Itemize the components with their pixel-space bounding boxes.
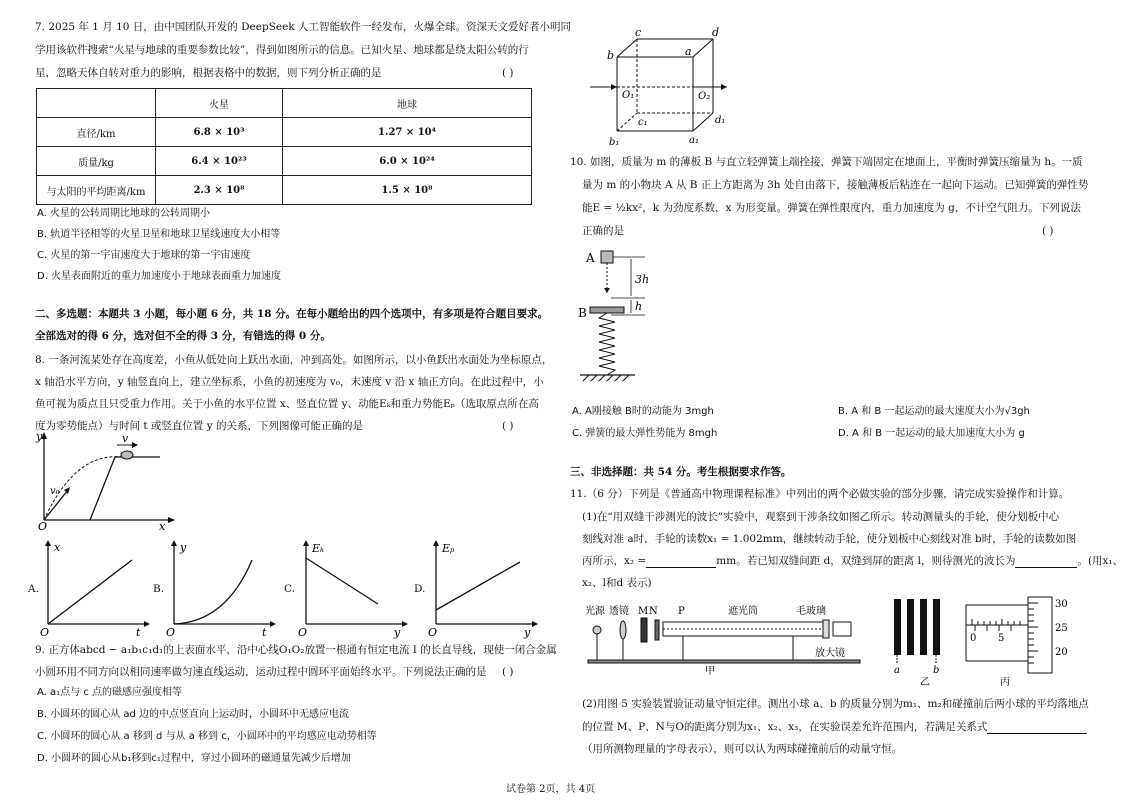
vertex-d: d	[712, 26, 720, 39]
section-2-line-1: 二、多选题：本题共 3 小题，每小题 6 分，共 18 分。在每小题给出的四个选项中，有多项是符合题目要求。	[35, 308, 549, 320]
answer-blank-x2[interactable]	[646, 556, 716, 568]
graph-c-x-label: y	[394, 626, 401, 639]
q9-option-c: C. 小圆环的圆心从 a 移到 d 与从 a 移到 c，小圆环中的平均感应电动势相等	[37, 731, 377, 742]
q10-line-2: 量为 m 的小物块 A 从 B 正上方距离为 3h 处自由落下，接触薄板后粘连在一起向下运动。已知弹簧的弹性势	[582, 179, 1089, 191]
table-cell: 6.8 × 10³	[156, 118, 283, 147]
label-a: A	[586, 251, 595, 265]
vertex-c: c	[635, 26, 642, 39]
graph-b	[166, 538, 278, 638]
velocity-label: v	[122, 432, 129, 445]
q8-line-3: 鱼可视为质点且只受重力作用。关于小鱼的水平位置 x、竖直位置 y、动能Eₖ和重力势能Eₚ（选取原点所在高	[35, 398, 539, 410]
q9-option-d: D. 小圆环的圆心从b₁移到c₁过程中，穿过小圆环的磁通量先减少后增加	[37, 753, 351, 764]
scale-25: 25	[1055, 623, 1068, 634]
center-o2: O₂	[698, 91, 711, 102]
spring-diagram	[575, 243, 675, 388]
label-b: B	[578, 306, 587, 320]
graph-a-x-label: t	[136, 626, 141, 639]
q11-p2-line-3: （用所测物理量的字母表示），则可以认为两球碰撞前后的动量守恒。	[582, 743, 903, 755]
center-o1: O₁	[622, 90, 635, 101]
vertex-b1: b₁	[609, 137, 620, 148]
graph-d-origin: O	[428, 626, 438, 639]
answer-blank-momentum[interactable]	[987, 722, 1087, 734]
answer-blank-wavelength[interactable]	[1015, 556, 1077, 568]
q11-p1-line-3b: mm。若已知双缝间距 d，双缝到屏的距离 l，则待测光的波长为	[716, 555, 1016, 567]
answer-bracket: ( )	[502, 420, 514, 432]
vertex-d1: d₁	[715, 115, 726, 126]
fringe-pattern	[890, 595, 960, 687]
cube-diagram	[585, 25, 735, 150]
graph-d-y-label: Eₚ	[442, 542, 455, 555]
plate-b	[590, 307, 624, 313]
graph-c-origin: O	[298, 626, 308, 639]
q9-option-a: A. a₁点与 c 点的磁感应强度相等	[37, 687, 183, 698]
option-c-label: C.	[284, 583, 295, 595]
origin-label: O	[38, 520, 48, 533]
scale-20: 20	[1055, 647, 1068, 658]
spring	[599, 313, 615, 375]
q10-line-4: 正确的是	[582, 225, 624, 237]
q7-line-2: 学用该软件搜索“火星与地球的重要参数比较”，得到如图所示的信息。已知火星、地球都是绕太阳公转的行	[35, 44, 529, 56]
fish-icon	[121, 451, 133, 459]
vertex-c1: c₁	[638, 117, 648, 128]
table-header-cell	[37, 89, 156, 118]
q11-p1-line-3c: 。(用x₁、	[1077, 555, 1123, 567]
table-header-cell: 火星	[156, 89, 283, 118]
initial-velocity-label: v₀	[50, 486, 60, 497]
q9-option-b: B. 小圆环的圆心从 ad 边的中点竖直向上运动时，小圆环中无感应电流	[37, 709, 350, 720]
section-3-heading: 三、非选择题：共 54 分。考生根据要求作答。	[570, 466, 792, 478]
axis-x-label: x	[159, 520, 166, 533]
q7-option-c: C. 火星的第一宇宙速度大于地球的第一宇宙速度	[37, 250, 251, 261]
caption-jia: 甲	[705, 666, 715, 677]
label-b-fringe: b	[933, 665, 940, 676]
q7-line-3: 星，忽略天体自转对重力的影响，根据表格中的数据，则下列分析正确的是	[35, 67, 382, 79]
q8-line-2: x 轴沿水平方向，y 轴竖直向上，建立坐标系，小鱼的初速度为 v₀，末速度 v 沿 x 轴正方向。在此过程中，小	[35, 376, 544, 388]
label-h: h	[635, 300, 643, 313]
caption-yi: 乙	[920, 677, 930, 688]
table-cell: 与太阳的平均距离/km	[37, 176, 156, 205]
eyepiece	[833, 622, 851, 636]
q10-option-d: D. A 和 B 一起运动的最大加速度大小为 g	[838, 428, 1025, 439]
q11-line-1: 11.（6 分）下列是《普通高中物理课程标准》中列出的两个必做实验的部分步骤，请完成实验操作和计算。	[570, 488, 1070, 500]
thimble	[1028, 597, 1052, 673]
q10-option-a: A. A刚接触 B时的动能为 3mgh	[572, 406, 714, 417]
mars-earth-table	[36, 88, 532, 205]
table-row	[37, 118, 532, 147]
option-a-label: A.	[28, 583, 39, 595]
light-source	[593, 626, 601, 634]
page-footer: 试卷第 2页，共 4页	[506, 784, 596, 795]
q11-p1-line-4: x₂、l和d 表示)	[582, 577, 652, 589]
scale-30: 30	[1055, 599, 1068, 610]
q11-p2-line-2	[582, 720, 1087, 734]
graph-d	[428, 538, 540, 638]
graph-c-y-label: Eₖ	[312, 542, 325, 555]
vertex-a: a	[685, 45, 692, 58]
option-d-label: D.	[414, 583, 426, 595]
table-cell: 直径/km	[37, 118, 156, 147]
table-cell: 质量/kg	[37, 147, 156, 176]
q11-p1-line-2: 刻线对准 a时，手轮的读数x₁ = 1.002mm，继续转动手轮，使分划板中心刻线对准 b时，手轮的读数如图	[582, 533, 1077, 545]
answer-bracket: ( )	[1042, 225, 1054, 237]
graph-a-origin: O	[40, 626, 50, 639]
q7-line-1: 7. 2025 年 1 月 10 日，由中国团队开发的 DeepSeek 人工智能软件一经发布，火爆全球。资深天文爱好者小明同	[35, 21, 572, 33]
q8-line-4: 度为零势能点）与时间 t 或竖直位置 y 的关系，下列图像可能正确的是	[35, 420, 364, 432]
q10-option-c: C. 弹簧的最大弹性势能为 8mgh	[572, 428, 718, 439]
table-row	[37, 176, 532, 205]
label-tube: 遮光筒	[728, 606, 758, 617]
graph-b-x-label: t	[262, 626, 267, 639]
q8-line-1: 8. 一条河流某处存在高度差，小鱼从低处向上跃出水面，冲到高处。如图所示，以小鱼跃出水面处为坐标原点，	[35, 354, 553, 366]
table-cell: 1.5 × 10⁸	[283, 176, 532, 205]
table-cell: 6.4 × 10²³	[156, 147, 283, 176]
graph-d-x-label: y	[524, 626, 531, 639]
fish-trajectory-figure	[30, 430, 175, 534]
label-light-source: 光源	[585, 606, 605, 617]
q11-p2-line-2-text: 的位置 M、P、N与O的距离分别为x₁、x₂、x₃，在实验误差允许范围内，若满足关系式	[582, 721, 988, 733]
label-lens: 透镜	[609, 606, 629, 617]
q10-option-b: B. A 和 B 一起运动的最大速度大小为√3gh	[838, 406, 1030, 417]
lens	[620, 621, 626, 639]
scale-0: 0	[970, 633, 977, 644]
scale-5: 5	[998, 633, 1005, 644]
graph-b-y-label: y	[180, 541, 187, 554]
table-cell: 1.27 × 10⁴	[283, 118, 532, 147]
q11-p1-line-3a: 丙所示，x₂ =	[582, 555, 647, 567]
q11-p1-line-3	[582, 554, 1123, 568]
caption-bing: 丙	[1000, 677, 1010, 688]
q10-line-1: 10. 如图，质量为 m 的薄板 B 与直立轻弹簧上端拴接，弹簧下端固定在地面上，平衡时弹簧压缩量为 h。一质	[570, 156, 1083, 168]
section-2-line-2: 全部选对的得 6 分，选对但不全的得 3 分，有错选的得 0 分。	[35, 330, 331, 342]
q7-option-d: D. 火星表面附近的重力加速度小于地球表面重力加速度	[37, 271, 282, 282]
label-a-fringe: a	[894, 665, 900, 676]
answer-bracket: ( )	[502, 666, 514, 678]
answer-bracket: ( )	[502, 67, 514, 79]
table-cell: 6.0 × 10²⁴	[283, 147, 532, 176]
vertex-a1: a₁	[689, 135, 699, 146]
q11-p2-line-1: (2)用图 5 实验装置验证动量守恒定律。测出小球 a、b 的质量分别为m₁、m₂和碰撞前后两小球的平均落地点	[582, 698, 1089, 710]
double-slit-apparatus	[583, 602, 873, 677]
table-row	[37, 147, 532, 176]
q11-p1-line-1: (1)在“用双缝干涉测光的波长”实验中，观察到干涉条纹如图乙所示。转动测量头的手轮，使分划板中心	[582, 511, 1060, 523]
label-m: M	[638, 606, 649, 617]
label-frosted-glass: 毛玻璃	[796, 606, 826, 617]
option-b-label: B.	[153, 583, 165, 595]
block-a	[601, 251, 613, 263]
q9-line-1: 9. 正方体abcd − a₁b₁c₁d₁的上表面水平，沿中心线O₁O₂放置一根通有恒定电流 I 的长直导线，现使一闭合金属	[35, 644, 557, 656]
table-cell: 2.3 × 10⁸	[156, 176, 283, 205]
vertex-b: b	[607, 49, 615, 62]
axis-y-label: y	[36, 430, 43, 443]
label-n: N	[649, 606, 658, 617]
label-magnifier: 放大镜	[815, 648, 845, 659]
q7-option-a: A. 火星的公转周期比地球的公转周期小	[37, 208, 211, 219]
graph-a	[40, 538, 152, 638]
graph-c	[298, 538, 410, 638]
label-p: P	[678, 606, 685, 617]
table-header-cell: 地球	[283, 89, 532, 118]
micrometer-reading	[962, 595, 1077, 687]
label-3h: 3h	[635, 273, 650, 286]
graph-b-origin: O	[166, 626, 176, 639]
q9-line-2: 小圆环用不同方向以相同速率做匀速直线运动，运动过程中圆环平面始终水平。下列说法正确的是	[35, 666, 487, 678]
q10-line-3: 能E = ½kx²，k 为劲度系数，x 为形变量。弹簧在弹性限度内，重力加速度为 g，不计空气阻力。下列说法	[582, 202, 1081, 214]
q7-option-b: B. 轨道半径相等的火星卫星和地球卫星线速度大小相等	[37, 229, 281, 240]
graph-a-y-label: x	[54, 541, 61, 554]
